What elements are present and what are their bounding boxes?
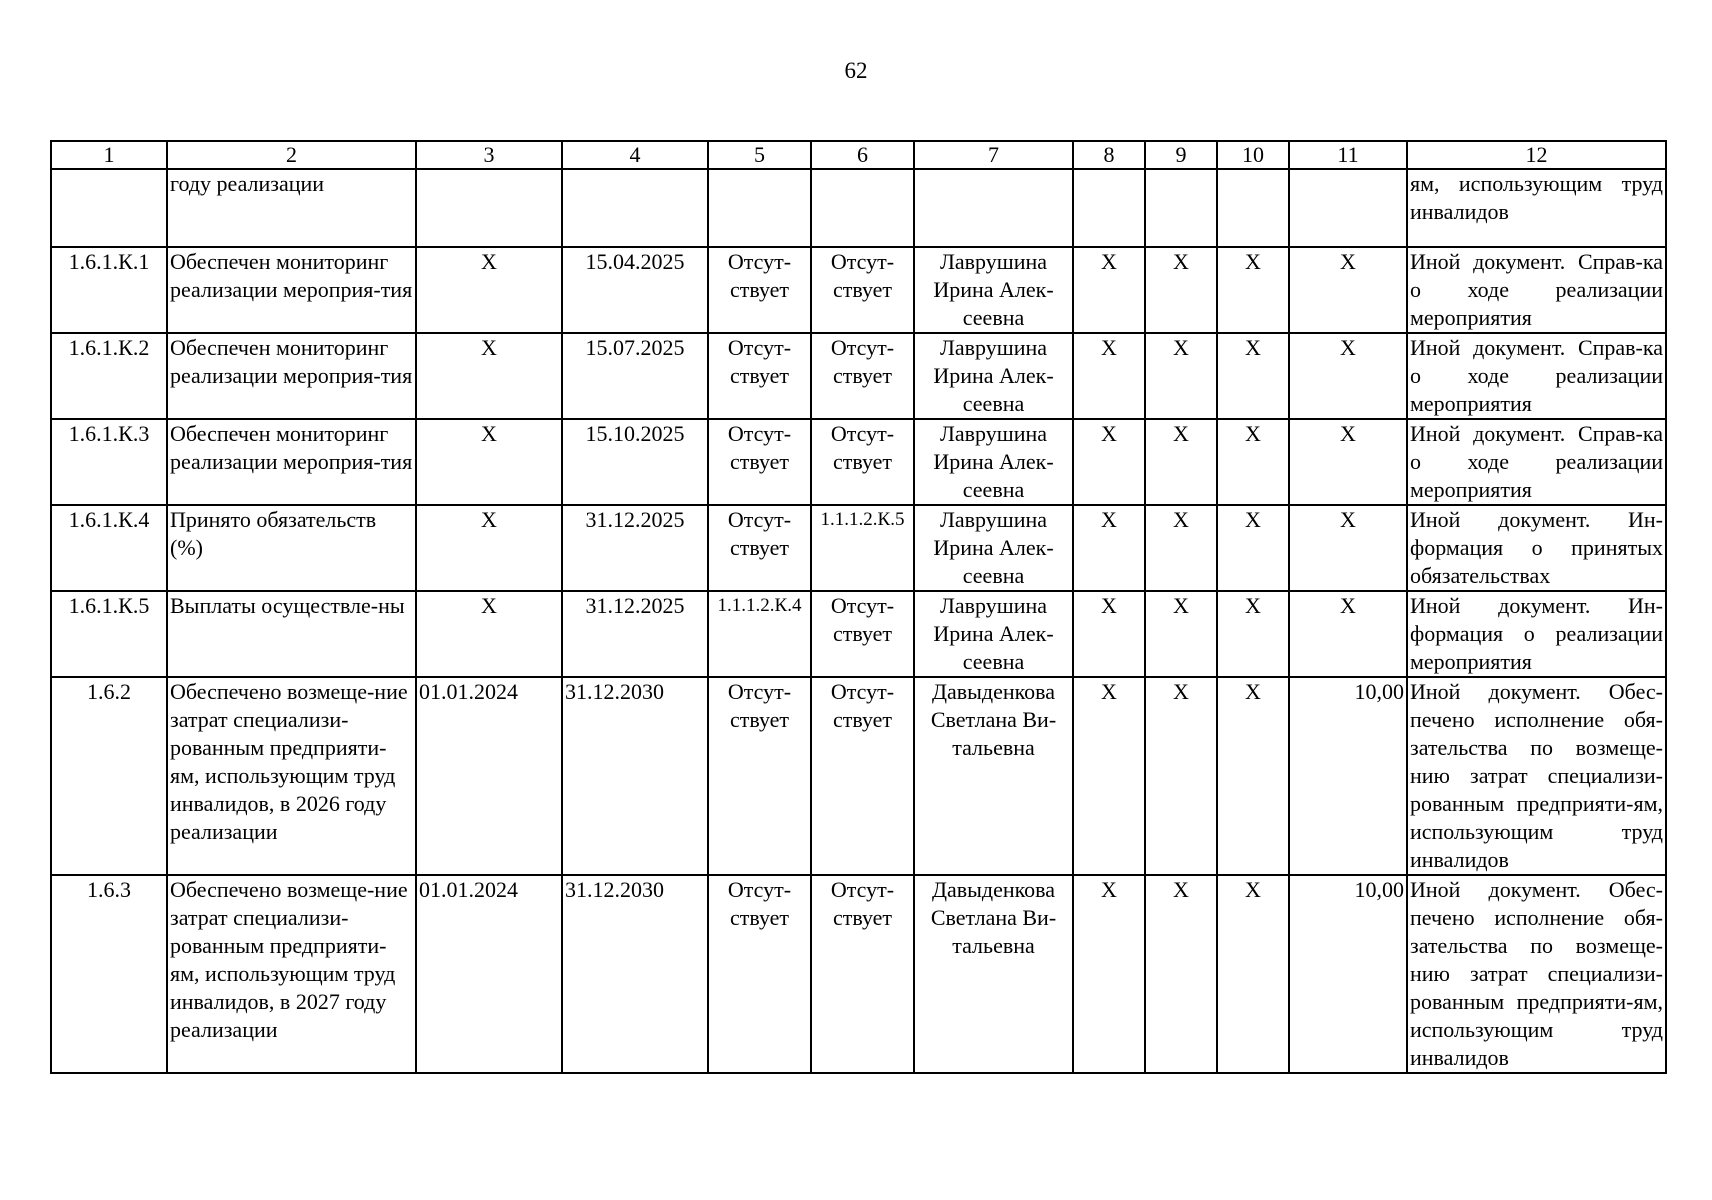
cell-col8: X [1073,505,1145,591]
cell-col11: 10,00 [1289,677,1407,875]
cell-predecessor: Отсут-ствует [708,505,811,591]
cell-responsible [914,169,1073,247]
table-row [51,875,1666,1073]
cell-document: Иной документ. Справ-ка о ходе реализации мероприятия [1407,247,1666,333]
column-header: 5 [708,141,811,169]
cell-predecessor: Отсут-ствует [708,419,811,505]
cell-col10: X [1217,677,1289,875]
cell-end: 15.10.2025 [562,419,708,505]
cell-successor: Отсут-ствует [811,875,914,1073]
cell-col10: X [1217,875,1289,1073]
cell-end [562,169,708,247]
cell-description: Обеспечен мониторинг реализации мероприя-тия [167,419,416,505]
cell-col10 [1217,169,1289,247]
column-header: 8 [1073,141,1145,169]
document-table [50,140,1667,1074]
cell-responsible: Лаврушина Ирина Алек-сеевна [914,247,1073,333]
cell-responsible: Лаврушина Ирина Алек-сеевна [914,505,1073,591]
table-row [51,247,1666,333]
table-row [51,591,1666,677]
cell-col10: X [1217,419,1289,505]
cell-col8: X [1073,677,1145,875]
cell-col9: X [1145,333,1217,419]
table-row [51,333,1666,419]
cell-col10: X [1217,591,1289,677]
cell-document: Иной документ. Ин-формация о принятых обязательствах [1407,505,1666,591]
cell-description: Обеспечено возмеще-ние затрат специализи-рованным предприяти-ям, использующим труд инвалидов, в 2027 году реализации [167,875,416,1073]
cell-col9: X [1145,677,1217,875]
column-header: 3 [416,141,562,169]
header-row [51,141,1666,169]
cell-col9: X [1145,875,1217,1073]
cell-responsible: Лаврушина Ирина Алек-сеевна [914,333,1073,419]
cell-code: 1.6.3 [51,875,167,1073]
cell-col9: X [1145,247,1217,333]
cell-responsible: Лаврушина Ирина Алек-сеевна [914,419,1073,505]
cell-code: 1.6.1.К.2 [51,333,167,419]
cell-code: 1.6.2 [51,677,167,875]
cell-start: 01.01.2024 [416,875,562,1073]
table-row [51,419,1666,505]
cell-successor: Отсут-ствует [811,677,914,875]
cell-col11: X [1289,247,1407,333]
cell-responsible: Давыденкова Светлана Ви-тальевна [914,677,1073,875]
cell-col8: X [1073,419,1145,505]
cell-document: Иной документ. Обес-печено исполнение обя-зательства по возмеще-нию затрат специализи-рованным предприяти-ям, использующим труд инвалидов [1407,677,1666,875]
cell-responsible: Давыденкова Светлана Ви-тальевна [914,875,1073,1073]
cell-code [51,169,167,247]
cell-code: 1.6.1.К.4 [51,505,167,591]
column-header: 2 [167,141,416,169]
cell-col10: X [1217,333,1289,419]
cell-col11 [1289,169,1407,247]
column-header: 7 [914,141,1073,169]
cell-col11: X [1289,505,1407,591]
column-header: 1 [51,141,167,169]
cell-successor: Отсут-ствует [811,591,914,677]
cell-successor [811,169,914,247]
cell-predecessor: 1.1.1.2.К.4 [708,591,811,677]
cell-description: Обеспечено возмеще-ние затрат специализи-рованным предприяти-ям, использующим труд инвалидов, в 2026 году реализации [167,677,416,875]
cell-predecessor: Отсут-ствует [708,247,811,333]
column-header: 12 [1407,141,1666,169]
table-row [51,169,1666,247]
cell-col11: X [1289,333,1407,419]
table-row [51,505,1666,591]
cell-code: 1.6.1.К.1 [51,247,167,333]
cell-end: 31.12.2030 [562,677,708,875]
cell-col8: X [1073,591,1145,677]
cell-end: 15.07.2025 [562,333,708,419]
column-header: 9 [1145,141,1217,169]
cell-description: Выплаты осуществле-ны [167,591,416,677]
cell-successor: Отсут-ствует [811,333,914,419]
cell-code: 1.6.1.К.3 [51,419,167,505]
cell-predecessor: Отсут-ствует [708,875,811,1073]
cell-col9 [1145,169,1217,247]
cell-document: Иной документ. Обес-печено исполнение обя-зательства по возмеще-нию затрат специализи-рованным предприяти-ям, использующим труд инвалидов [1407,875,1666,1073]
cell-col8: X [1073,333,1145,419]
cell-col11: X [1289,419,1407,505]
cell-col9: X [1145,419,1217,505]
cell-col11: 10,00 [1289,875,1407,1073]
cell-col8 [1073,169,1145,247]
cell-col8: X [1073,247,1145,333]
cell-end: 31.12.2030 [562,875,708,1073]
table-row [51,677,1666,875]
cell-description: Принято обязательств (%) [167,505,416,591]
cell-start: X [416,419,562,505]
cell-responsible: Лаврушина Ирина Алек-сеевна [914,591,1073,677]
cell-col10: X [1217,247,1289,333]
cell-successor: 1.1.1.2.К.5 [811,505,914,591]
cell-end: 31.12.2025 [562,591,708,677]
cell-description: году реализации [167,169,416,247]
cell-document: Иной документ. Справ-ка о ходе реализации мероприятия [1407,419,1666,505]
column-header: 11 [1289,141,1407,169]
cell-end: 31.12.2025 [562,505,708,591]
cell-start: X [416,505,562,591]
cell-predecessor: Отсут-ствует [708,677,811,875]
cell-document: ям, использующим труд инвалидов [1407,169,1666,247]
page-number: 62 [844,58,868,83]
cell-description: Обеспечен мониторинг реализации мероприя-тия [167,333,416,419]
cell-start: X [416,333,562,419]
cell-start [416,169,562,247]
column-header: 4 [562,141,708,169]
cell-start: X [416,591,562,677]
cell-document: Иной документ. Справ-ка о ходе реализации мероприятия [1407,333,1666,419]
cell-successor: Отсут-ствует [811,247,914,333]
cell-col9: X [1145,591,1217,677]
cell-successor: Отсут-ствует [811,419,914,505]
column-header: 6 [811,141,914,169]
column-header: 10 [1217,141,1289,169]
cell-start: X [416,247,562,333]
cell-col11: X [1289,591,1407,677]
cell-predecessor: Отсут-ствует [708,333,811,419]
cell-start: 01.01.2024 [416,677,562,875]
cell-predecessor [708,169,811,247]
cell-code: 1.6.1.К.5 [51,591,167,677]
cell-description: Обеспечен мониторинг реализации мероприя-тия [167,247,416,333]
cell-end: 15.04.2025 [562,247,708,333]
cell-col10: X [1217,505,1289,591]
cell-col9: X [1145,505,1217,591]
cell-col8: X [1073,875,1145,1073]
cell-document: Иной документ. Ин-формация о реализации мероприятия [1407,591,1666,677]
